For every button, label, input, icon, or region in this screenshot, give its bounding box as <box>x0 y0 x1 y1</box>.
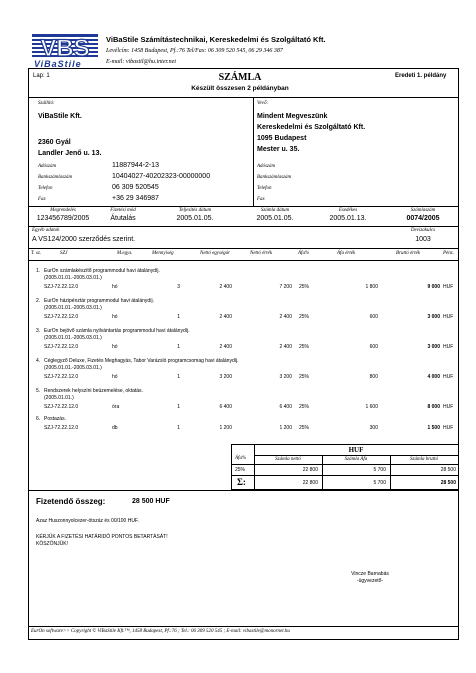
buyer-name-1: Mindent Megveszünk <box>257 113 328 120</box>
invnum-label: Számlaszám <box>410 208 436 213</box>
summary-row-vat: 25% <box>235 467 246 473</box>
item-desc: EurOn számlakészítő programmodul havi átalánydíj. <box>44 268 160 274</box>
invoice-title: SZÁMLA <box>218 72 262 83</box>
svg-text:VBS: VBS <box>40 35 90 62</box>
summary-currency: HUF <box>348 446 364 454</box>
summary-tot-net: 22 800 <box>302 480 318 486</box>
item-unit: óra <box>112 404 120 410</box>
item-vat: 25% <box>299 374 310 380</box>
invoice-subtitle: Készült összesen 2 példányban <box>191 85 289 92</box>
col-gross: Bruttó érték <box>396 251 421 256</box>
item-gross: 3 000 <box>427 344 440 350</box>
invnum-value: 0074/2005 <box>406 215 440 222</box>
seller-fax: +36 29 346987 <box>112 195 159 202</box>
buyer-phone-label: Telefon <box>257 186 272 191</box>
fulfil-label: Teljesítés dátum <box>178 208 212 213</box>
due-value: 2005.01.13. <box>329 215 367 222</box>
item-net: 2 400 <box>279 344 292 350</box>
summary-row-vatamt: 5 700 <box>373 467 386 473</box>
item-gross: 9 000 <box>427 284 440 290</box>
company-email: E-mail: vibastil@hu.inter.net <box>106 59 177 65</box>
col-no: T. sz. <box>31 251 42 256</box>
summary-vat-col: Áfa% <box>235 456 247 461</box>
summary-row-net: 22 800 <box>302 467 318 473</box>
buyer-street: Mester u. 35. <box>257 146 300 153</box>
item-price: 3 200 <box>219 374 232 380</box>
item-qty: 1 <box>177 374 180 380</box>
item-net: 6 400 <box>279 404 292 410</box>
seller-street: Landler Jenő u. 13. <box>38 150 102 157</box>
item-cur: HUF <box>443 284 454 290</box>
item-unit: db <box>112 425 118 431</box>
currency-value: 1003 <box>415 236 431 243</box>
item-desc: Postazás. <box>44 416 66 422</box>
item-period: (2005.01.01.-2005.03.01.) <box>44 275 102 281</box>
col-net: Nettó érték <box>250 251 273 256</box>
divider-footer <box>28 626 459 627</box>
item-net: 3 200 <box>279 374 292 380</box>
copy-label: Eredeti 1. példány <box>395 73 447 79</box>
col-vat: Áfa% <box>298 251 310 256</box>
signature-role: -ügyvezető- <box>356 578 384 584</box>
item-no: 6. <box>36 416 41 422</box>
item-cur: HUF <box>443 404 454 410</box>
item-szj: SZJ-72.22.12.0 <box>44 404 79 410</box>
divider-info-top <box>28 206 459 207</box>
item-cur: HUF <box>443 314 454 320</box>
seller-phone-label: Telefon <box>38 186 53 191</box>
divider-info-mid <box>28 226 459 227</box>
col-qty: Mennyiség <box>152 251 174 256</box>
col-cur: Pénz. <box>443 251 454 256</box>
item-vat: 25% <box>299 425 310 431</box>
seller-bank-label: Bankszámlaszám <box>38 175 73 180</box>
item-vatval: 300 <box>369 425 378 431</box>
invdate-label: Számla dátum <box>260 208 290 213</box>
seller-fax-label: Fax <box>38 197 46 202</box>
item-price: 2 400 <box>219 314 232 320</box>
fulfil-value: 2005.01.05. <box>176 215 214 222</box>
payable-label: Fizetendő összeg: <box>36 497 106 506</box>
item-qty: 3 <box>177 284 180 290</box>
col-vatval: Áfa érték <box>337 251 356 256</box>
due-label: Esedékes <box>338 208 358 213</box>
item-period: (2005.01.01.-2005.03.01.) <box>44 335 102 341</box>
item-qty: 1 <box>177 404 180 410</box>
divider-header-bottom <box>28 260 459 261</box>
other-label: Egyéb adatok <box>32 228 60 233</box>
item-cur: HUF <box>443 425 454 431</box>
item-szj: SZJ-72.22.12.0 <box>44 284 79 290</box>
invdate-value: 2005.01.05. <box>256 215 294 222</box>
buyer-zip-city: 1095 Budapest <box>257 135 307 142</box>
divider-title <box>28 97 459 98</box>
item-unit: hó <box>112 314 118 320</box>
col-unit: M.egys. <box>117 251 133 256</box>
divider-header-top <box>28 248 459 249</box>
item-vatval: 1 600 <box>365 404 378 410</box>
item-vatval: 800 <box>369 374 378 380</box>
summary-net-col: Számla nettó <box>275 457 301 462</box>
payable-amount: 28 500 HUF <box>132 498 170 505</box>
item-vatval: 600 <box>369 314 378 320</box>
summary-tot-gross: 28 500 <box>440 480 456 486</box>
divider-payable <box>28 490 459 491</box>
buyer-tax-label: Adószám <box>257 164 276 169</box>
pay-label: Fizetési mód <box>110 208 136 213</box>
buyer-name-2: Kereskedelmi és Szolgáltató Kft. <box>257 124 366 131</box>
item-vat: 25% <box>299 404 310 410</box>
buyer-fax-label: Fax <box>257 197 265 202</box>
item-desc: EurOn bejövő számla nyilvántartás programmodul havi átalánydíj. <box>44 328 190 334</box>
col-szj: SZJ <box>60 251 68 256</box>
payable-note-1: KÉRJÜK A FIZETÉSI HATÁRIDŐ PONTOS BETARTÁSÁT! <box>36 534 168 540</box>
seller-bank: 10404027-40202323-00000000 <box>112 173 211 180</box>
payable-words: Azaz Huszonnyolcezer-ötszáz és 00/100 HUF. <box>36 518 139 524</box>
item-price: 6 400 <box>219 404 232 410</box>
item-no: 5. <box>36 388 41 394</box>
item-cur: HUF <box>443 344 454 350</box>
item-net: 7 200 <box>279 284 292 290</box>
item-price: 2 400 <box>219 284 232 290</box>
item-no: 3. <box>36 328 41 334</box>
buyer-label: Vevő: <box>257 101 269 106</box>
seller-label: Szállító: <box>38 101 55 106</box>
item-no: 2. <box>36 298 41 304</box>
item-gross: 4 000 <box>427 374 440 380</box>
page-label: Lap: 1 <box>33 73 50 79</box>
item-price: 2 400 <box>219 344 232 350</box>
company-address: Levélcím: 1458 Budapest, Pf.:76 Tel/Fax: 06 309 520 545, 06 29 346 387 <box>106 48 283 54</box>
seller-tax-label: Adószám <box>38 164 57 169</box>
col-price: Nettó egységár <box>200 251 231 256</box>
item-unit: hó <box>112 374 118 380</box>
item-szj: SZJ-72.22.12.0 <box>44 425 79 431</box>
item-period: (2005.01.01.-2005.03.01.) <box>44 365 102 371</box>
item-net: 2 400 <box>279 314 292 320</box>
seller-tax: 11887944-2-13 <box>112 162 159 169</box>
signature-name: Vincze Barnabás <box>351 571 389 577</box>
item-price: 1 200 <box>219 425 232 431</box>
item-vatval: 1 800 <box>365 284 378 290</box>
item-unit: hó <box>112 284 118 290</box>
item-gross: 8 000 <box>427 404 440 410</box>
item-unit: hó <box>112 344 118 350</box>
item-qty: 1 <box>177 344 180 350</box>
item-gross: 3 000 <box>427 314 440 320</box>
item-net: 1 200 <box>279 425 292 431</box>
item-gross: 1 500 <box>427 425 440 431</box>
currency-label: Devizakulcs <box>410 228 436 233</box>
seller-phone: 06 309 520545 <box>112 184 159 191</box>
item-szj: SZJ-72.22.12.0 <box>44 314 79 320</box>
summary-gross-col: Számla bruttó <box>410 457 438 462</box>
summary-row-gross: 28 500 <box>440 467 456 473</box>
order-value: 123456789/2005 <box>36 215 90 222</box>
company-logo <box>30 30 102 70</box>
item-desc: EurOn házipénztár programmodul havi átalánydíj. <box>44 298 155 304</box>
pay-value: Átutalás <box>110 215 136 222</box>
item-vat: 25% <box>299 284 310 290</box>
item-period: (2005.01.01.-2005.03.01.) <box>44 305 102 311</box>
footer-text: EurOn software>> Copyright © ViBaStile Kft.™, 1458 Budapest, Pf.:76 ; Tel.: 06 309 520 545 ; E-mail: vibastile@monornet.hu <box>31 629 290 634</box>
summary-vatamt-col: Számla Áfa <box>344 457 368 462</box>
item-desc: Céglegyző Deluxe, Fizetés Meghagyás, Tabor Varázsló programcsomag havi átalánydíj. <box>44 358 239 364</box>
item-qty: 1 <box>177 425 180 431</box>
seller-zip-city: 2360 Gyál <box>38 139 71 146</box>
item-vat: 25% <box>299 314 310 320</box>
item-vat: 25% <box>299 344 310 350</box>
item-szj: SZJ-72.22.12.0 <box>44 374 79 380</box>
item-period: (2005.01.01.) <box>44 395 74 401</box>
summary-tot-vat: 5 700 <box>373 480 386 486</box>
seller-name: ViBaStile Kft. <box>38 113 82 120</box>
summary-sigma: Σ: <box>237 477 246 487</box>
other-value: A VS124/2000 szerződés szerint. <box>32 236 136 243</box>
summary-table <box>231 444 459 490</box>
item-no: 1. <box>36 268 41 274</box>
item-desc: Rendszerek helyszíni beüzemelése, oktatás. <box>44 388 143 394</box>
payable-note-2: KÖSZÖNJÜK! <box>36 541 68 547</box>
buyer-bank-label: Bankszámlaszám <box>257 175 292 180</box>
item-vatval: 600 <box>369 344 378 350</box>
item-qty: 1 <box>177 314 180 320</box>
company-name: ViBaStile Számítástechnikai, Kereskedelmi és Szolgáltató Kft. <box>106 35 326 44</box>
item-no: 4. <box>36 358 41 364</box>
logo-text: ViBaStile <box>34 59 82 69</box>
item-cur: HUF <box>443 374 454 380</box>
divider-parties <box>253 97 254 206</box>
order-label: Megrendelés <box>50 208 76 213</box>
item-szj: SZJ-72.22.12.0 <box>44 344 79 350</box>
